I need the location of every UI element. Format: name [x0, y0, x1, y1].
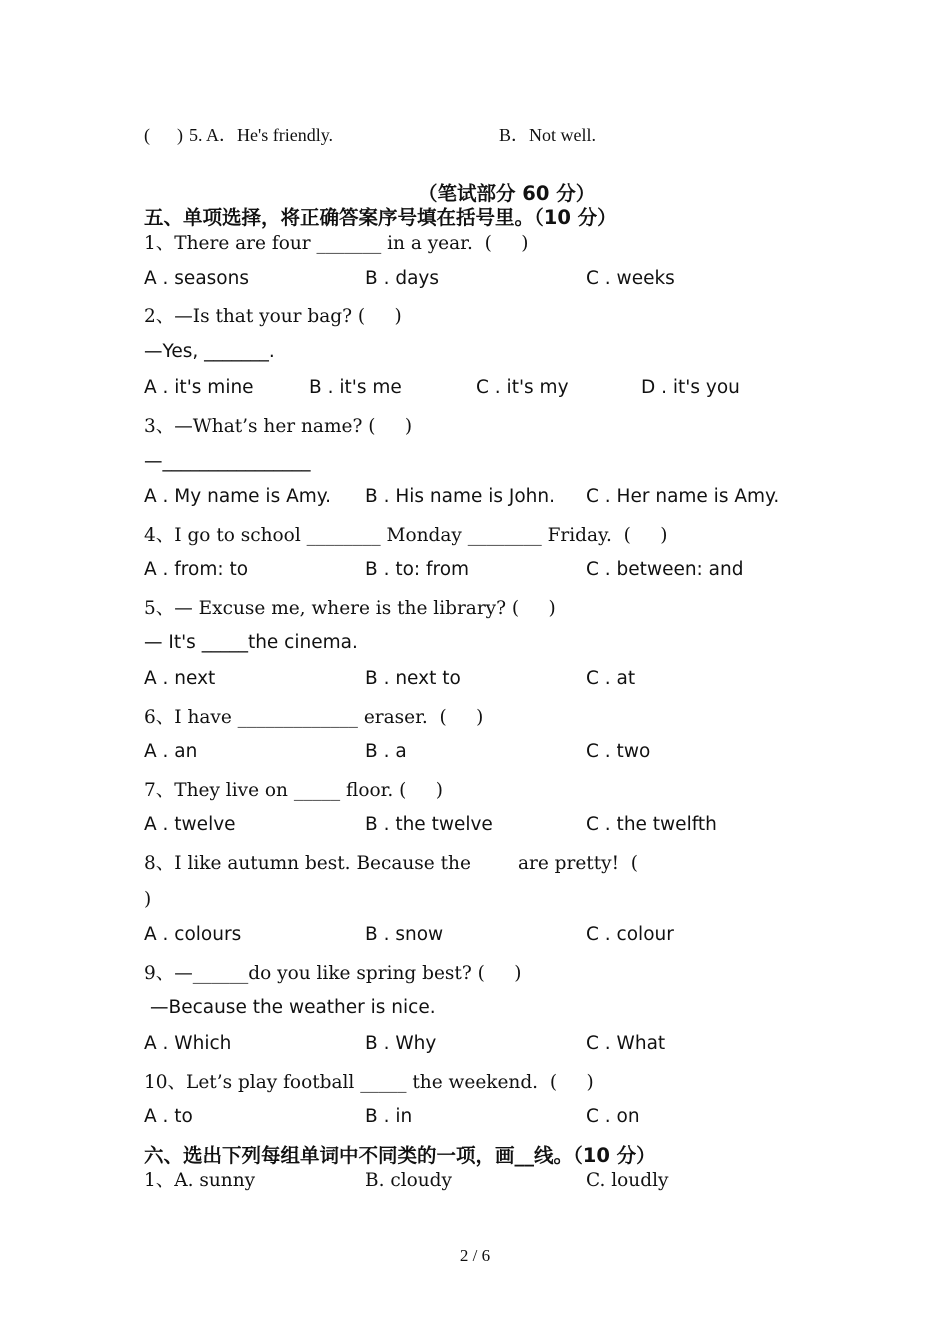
question-4-option-b: B . to: from — [365, 559, 470, 580]
question-1-option-c: C . weeks — [586, 268, 675, 289]
question-4-option-a: A . from: to — [144, 559, 249, 580]
question-8-option-b: B . snow — [365, 924, 444, 945]
question-2-option-d: D . it's you — [641, 377, 740, 398]
question-6-option-b: B . a — [365, 741, 407, 762]
question-2-option-c: C . it's my — [476, 377, 569, 398]
section5-title: 五、单项选择，将正确答案序号填在括号里。（10 分） — [144, 206, 617, 229]
question-3-stem: 3、—What’s her name? ( ) — [144, 416, 413, 437]
question-3-option-c: C . Her name is Amy. — [586, 486, 780, 507]
question-1-option-b: B . days — [365, 268, 439, 289]
question-5-option-a: A . next — [144, 668, 216, 689]
question-3-reply: —________________ — [144, 451, 311, 472]
question-4-stem: 4、I go to school ________ Monday ________ Friday. ( ) — [144, 525, 668, 546]
question-10-option-c: C . on — [586, 1106, 640, 1127]
question-5-stem: 5、— Excuse me, where is the library? ( ) — [144, 598, 556, 619]
question-9-stem: 9、—______do you like spring best? ( ) — [144, 963, 522, 984]
question-1-option-a: A . seasons — [144, 268, 249, 289]
question-9-option-b: B . Why — [365, 1033, 437, 1054]
question-1-stem: 1、There are four _______ in a year. ( ) — [144, 233, 529, 254]
listening-q5-option-b: B．Not well. — [499, 125, 596, 145]
question-5-option-b: B . next to — [365, 668, 461, 689]
question-10-option-b: B . in — [365, 1106, 413, 1127]
question-9-reply: —Because the weather is nice. — [150, 997, 436, 1018]
question-9-option-c: C . What — [586, 1033, 666, 1054]
section6-title: 六、选出下列每组单词中不同类的一项，画__线。（10 分） — [144, 1144, 656, 1167]
section6-q1-option-a: 1、A. sunny — [144, 1170, 256, 1191]
question-6-option-c: C . two — [586, 741, 651, 762]
listening-q5-paren: ( ) — [144, 125, 183, 145]
question-3-option-b: B . His name is John. — [365, 486, 556, 507]
written-part-title: （笔试部分 60 分） — [418, 182, 596, 205]
question-6-stem: 6、I have _____________ eraser. ( ) — [144, 707, 484, 728]
listening-q5-stem: 5. A．He's friendly. — [189, 125, 334, 145]
page-number: 2 / 6 — [459, 1246, 491, 1265]
question-7-option-c: C . the twelfth — [586, 814, 717, 835]
question-8-option-a: A . colours — [144, 924, 242, 945]
question-4-option-c: C . between: and — [586, 559, 744, 580]
question-10-option-a: A . to — [144, 1106, 193, 1127]
section6-q1-option-b: B. cloudy — [365, 1170, 452, 1191]
question-7-stem: 7、They live on _____ floor. ( ) — [144, 780, 444, 801]
question-5-reply: — It's _____the cinema. — [144, 632, 358, 653]
question-7-option-a: A . twelve — [144, 814, 236, 835]
question-10-stem: 10、Let’s play football _____ the weekend. ( ) — [144, 1072, 594, 1093]
question-8-stem: 8、I like autumn best. Because the are pretty! ( — [144, 853, 639, 874]
question-2-option-b: B . it's me — [309, 377, 402, 398]
question-3-option-a: A . My name is Amy. — [144, 486, 331, 507]
question-2-stem: 2、—Is that your bag? ( ) — [144, 306, 402, 327]
section6-q1-option-c: C. loudly — [586, 1170, 669, 1191]
question-8-stem-continued: ) — [144, 889, 152, 910]
question-8-option-c: C . colour — [586, 924, 674, 945]
question-6-option-a: A . an — [144, 741, 198, 762]
question-7-option-b: B . the twelve — [365, 814, 493, 835]
question-2-option-a: A . it's mine — [144, 377, 254, 398]
question-9-option-a: A . Which — [144, 1033, 232, 1054]
question-2-reply: —Yes, _______. — [144, 341, 275, 362]
question-5-option-c: C . at — [586, 668, 636, 689]
